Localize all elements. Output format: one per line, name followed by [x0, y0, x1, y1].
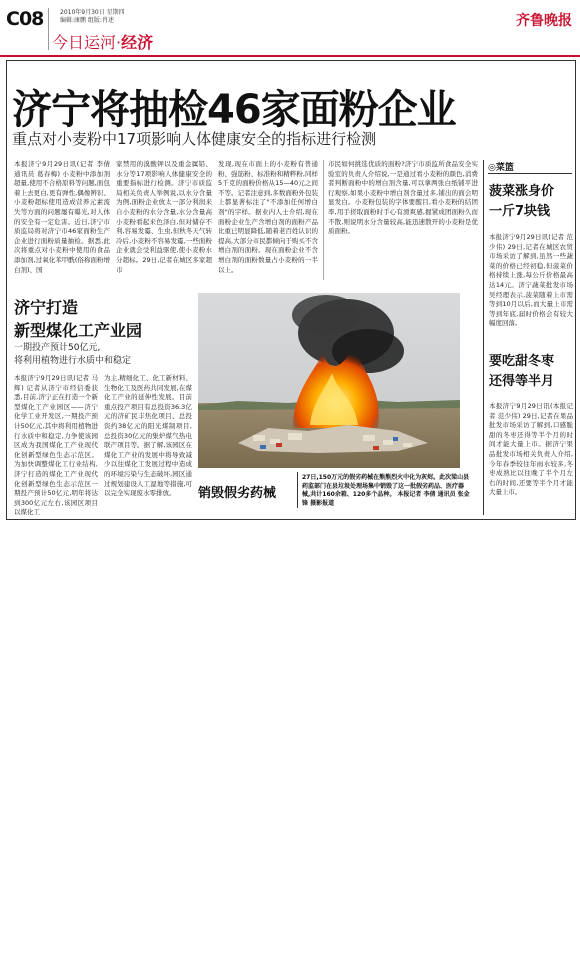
circle-icon: ◎	[488, 163, 496, 173]
masthead-divider	[48, 8, 49, 50]
sidebar-divider	[483, 160, 484, 515]
caption-divider	[297, 472, 298, 508]
lead-column-1: 本报济宁9月29日讯(记者 李倩 通讯员 葛春梅) 小麦粉中添加剂超量,使用不合格原料等问题,面包着上去更白,更有弹性,偶像辨识、小麦粉超标使用造成营养元素流失等方面的问题屡有曝光,对人体的安全有一定危害。近日,济宁市质监局将对济宁市46家面粉生产企业进行面粉质量抽检。据悉,此次将重点对小麦粉中使用的食品添加剂,过氧化苯甲酰(俗称面粉增白剂)、国	[14, 160, 110, 274]
coal-headline-line2: 新型煤化工产业园	[14, 321, 143, 340]
sidebar-item1-title	[489, 182, 554, 222]
lead-headline: 济宁将抽检46家面粉企业	[12, 87, 456, 133]
column-divider	[323, 160, 324, 280]
page-number: C08	[6, 8, 44, 30]
lead-column-2: 家禁用的溴酸钾以及重金属铅、水分等17项影响人体健康安全的重要指标进行检测。济宁市质监局相关负责人举例说,以水分含量为例,面粉企业放太一部分利润来自小麦粉的水分含量,水分含量高小麦粉看起来色泽白,但对储存不利,容易发霉、生虫,但秋冬天气转冷后,小麦粉不容易发霉,一些面粉企业就会受利益驱使,使小麦粉水分超标。29日,记者在城区多家超市	[116, 160, 212, 274]
sidebar-item2-title-line1: 要吃甜冬枣	[489, 354, 555, 369]
coal-subhead-line2: 将利用植物进行水质中和稳定	[14, 356, 132, 366]
sidebar-item2-title	[489, 352, 554, 392]
sidebar-item1-body: 本报济宁9月29日讯(记者 范少伟) 29日,记者在城区农贸市场采访了解到,虽然一些蔬菜的价格已经初稳,但菠菜价格持续上涨,每公斤价格最高达14元。济宁蔬菜批发市场吴经理表示,菠菜随着上市需等到10月以后,而大量上市需等到年底,届时价格会有较大幅度回落。	[489, 233, 573, 328]
sidebar-item1-title-line1: 菠菜涨身价	[489, 184, 555, 199]
date-line: 2010年9月30日 星期四	[60, 9, 125, 16]
section-name: 经济	[121, 33, 154, 52]
lead-column-3: 发现,现在市面上的小麦粉有普通粉、强筋粉、标准粉和精粹粉,同样5千克的面粉价格从15—40元之间不等。记者注意到,多数面粉外包装上都显著标注了"不添加任何增白剂"的字样。据业内人士介绍,现在面粉企业生产含增白剂的面粉产品比重已明显降低,随着老百姓认识的提高,大部分市民都倾向于购买不含增白剂的面粉。现在面粉企业不含增白剂的面粉数量占小麦粉的一半以上。	[218, 160, 318, 274]
sidebar-rule-top	[488, 173, 572, 174]
photo-caption: 27日,150万元的假劣药械在熊熊烈火中化为灰烬。此次梁山县药监部门在县垃圾处理场集中销毁了这一批假劣药品、医疗器械,共计160余箱、120多个品种。 本报记者 李倩 通讯员 张金锋 摄影报道	[302, 474, 470, 507]
section-title	[52, 30, 153, 53]
header-rule	[0, 55, 580, 57]
coal-headline	[14, 296, 142, 342]
editor-line: 编辑:康鹏 组版:肖述	[60, 17, 114, 24]
lead-subhead: 重点对小麦粉中17项影响人体健康安全的指标进行检测	[12, 130, 377, 148]
lead-column-4: 市民如何挑选优质的面粉?济宁市质监所食品安全实验室的负责人介绍说,一是通过看小麦粉的颜色,消费者判断面粉中的增白剂含量,可以拿两张白纸铺平进行观察,如果小麦粉中增白剂含量过多,铺出的面会明显发白。小麦粉包装的字体要醒目,看小麦粉的结团率,用手搓取面粉时手心有滑爽感,握紧成团面粉久而不散,则说明水分含量较高,能迅速散开的小麦粉是优质面粉。	[328, 160, 478, 236]
sidebar-item2-title-line2: 还得等半月	[489, 374, 555, 389]
section-prefix: 今日运河·	[52, 33, 122, 52]
coal-headline-line1: 济宁打造	[14, 298, 79, 317]
fire-image	[198, 293, 460, 468]
photo-tag: 销毁假劣药械	[198, 486, 277, 501]
sidebar-item1-title-line2: 一斤7块钱	[489, 204, 551, 219]
sidebar-column-name	[488, 160, 514, 173]
masthead-meta	[60, 9, 125, 25]
newspaper-logo: 齐鲁晚报	[516, 13, 572, 29]
coal-subhead	[14, 342, 131, 368]
coal-column-1: 本报济宁9月29日讯(记者 马辉) 记者从济宁市经信委获悉,目前,济宁正在打造一个新型煤化工产业园区——济宁化学工业开发区,一期投产预计50亿元,其中将利用植物进行水质中和稳定,力争使该园区成为我国煤化工产业现代化创新型绿色生态示范区。为加快调整煤化工行业结构,济宁打造的煤化工产业现代化创新型绿色生态示范区一期投产预计50亿元,明年将达到300亿元左右,该园区项目以煤化工	[14, 374, 98, 517]
coal-column-2: 为主,精细化工、化工新材料、生物化工及医药共同发展,在煤化工产业的延伸性发展。目前重点投产项目有总投资36.3亿元的济矿民丰焦化项目、总投资约38亿元的阳光煤制项目,总投资30亿元的集炉煤气热电联产项目等。据了解,该园区在煤化工产业的发展中将导致减少以往煤化工发展过程中造成的环境污染与生态破坏,园区通过规划建设人工湿地等措施,可以完全实现废水零排放。	[104, 374, 192, 498]
sidebar-item2-body: 本报济宁9月29日讯(本报记者 范少伟) 29日,记者在果品批发市场采访了解到,口感脆甜的冬枣还得等半个月的时间才能大量上市。据济宁果品批发市场相关负责人介绍,今年春季较往年雨水较多,冬枣成熟比以往晚了半个月左右的时间,还要等半个月才能大量上市。	[489, 402, 573, 497]
sidebar-column-label: 菜篮	[495, 163, 514, 173]
coal-subhead-line1: 一期投产预计50亿元,	[14, 343, 101, 353]
burning-photo	[198, 293, 460, 468]
